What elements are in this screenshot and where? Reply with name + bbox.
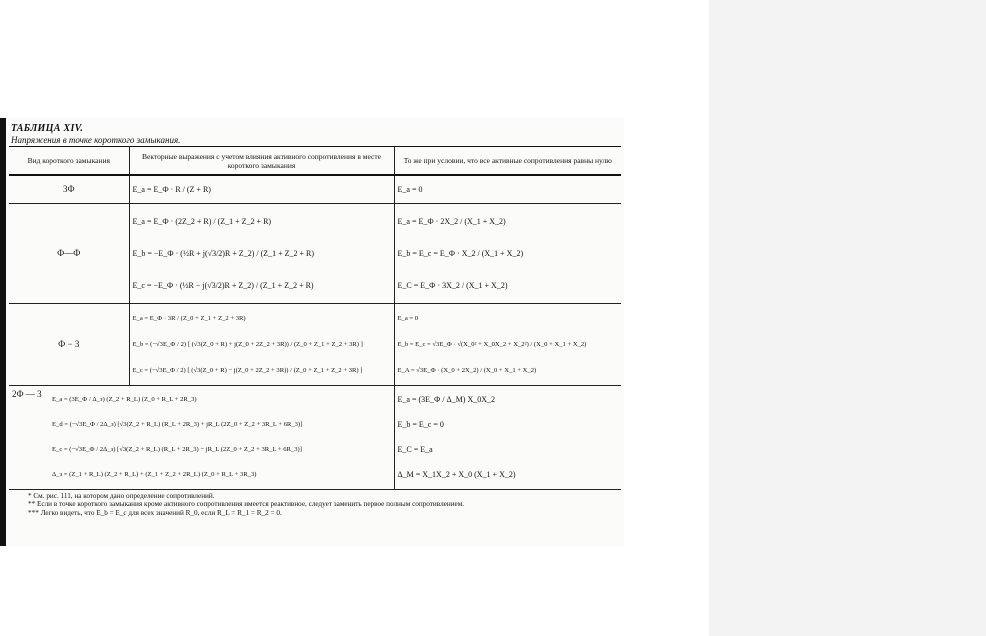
formula: E_a = E_Ф · 3R / (Z_0 + Z_1 + Z_2 + 3R) <box>132 314 246 322</box>
right-side-panel <box>709 0 986 636</box>
table-header-row <box>9 147 621 175</box>
footnote: ** Если в точке короткого замыкания кроме активного сопротивления имеется реактивное, следует заменить первое полным сопротивлением. <box>28 500 465 509</box>
formula-cell <box>129 203 394 303</box>
fault-type-cell: 2Ф — 3 <box>12 389 42 399</box>
formula: E_a = 0 <box>397 314 419 322</box>
formula: E_c = (−√3E_Ф / 2Δ_з) [√3(Z_2 + R_L) (R_L + 2R_3) − jR_L (2Z_0 + Z_2 + 3R_L + 6R_3)] <box>52 446 302 453</box>
table-row <box>9 385 621 489</box>
formula: E_b = E_c = √3E_Ф · √(X_0² + X_0X_2 + X_2²) / (X_0 + X_1 + X_2) <box>397 340 587 348</box>
formula-cell <box>394 303 621 385</box>
formula-cell <box>129 303 394 385</box>
table-title: ТАБЛИЦА XIV. <box>11 123 84 134</box>
formula: E_a = E_Ф · R / (Z + R) <box>132 184 211 194</box>
formula: Δ_з = (Z_1 + R_L) (Z_2 + R_L) + (Z_1 + Z_2 + 2R_L) (Z_0 + R_L + 3R_3) <box>52 471 257 478</box>
formula: E_b = E_c = 0 <box>397 420 444 429</box>
formula-cell-wide <box>9 385 394 489</box>
formula-cell <box>394 385 621 489</box>
formula: E_d = (−√3E_Ф / 2Δ_з) [√3(Z_2 + R_L) (R_L + 2R_3) + jR_L (2Z_0 + Z_2 + 3R_L + 6R_3)] <box>52 421 303 428</box>
fault-type-cell: Ф − 3 <box>9 303 129 385</box>
formula: E_a = E_Ф · 2X_2 / (X_1 + X_2) <box>397 216 506 226</box>
formula: E_A = √3E_Ф · (X_0 + 2X_2) / (X_0 + X_1 + X_2) <box>397 366 537 374</box>
formula: E_b = E_c = E_Ф · X_2 / (X_1 + X_2) <box>397 248 524 258</box>
formula: E_a = 0 <box>397 184 423 194</box>
scanned-table-image <box>6 118 624 546</box>
fault-type-cell: 3Ф <box>9 175 129 203</box>
formula: E_C = E_Ф · 3X_2 / (X_1 + X_2) <box>397 280 508 290</box>
formula-cell <box>394 203 621 303</box>
formula: E_b = (−√3E_Ф / 2) [ (√3(Z_0 + R) + j(Z_0 + 2Z_2 + 3R)) / (Z_0 + Z_1 + Z_2 + 3R) ] <box>132 340 363 348</box>
table-row <box>9 175 621 203</box>
formula: E_a = E_Ф · (2Z_2 + R) / (Z_1 + Z_2 + R) <box>132 216 272 226</box>
formula-cell <box>394 175 621 203</box>
formula: E_C = E_a <box>397 445 433 454</box>
formula: Δ_M = X_1X_2 + X_0 (X_1 + X_2) <box>397 470 516 479</box>
table-row <box>9 203 621 303</box>
formula: E_a = (3E_Ф / Δ_з) (Z_2 + R_L) (Z_0 + R_L + 2R_3) <box>52 396 197 403</box>
voltage-table <box>9 147 621 490</box>
fault-type-cell: Ф—Ф <box>9 203 129 303</box>
header-zero-resistance: То же при условии, что все активные сопротивления равны нулю <box>394 147 621 175</box>
formula: E_b = −E_Ф · (½R + j(√3/2)R + Z_2) / (Z_1 + Z_2 + R) <box>132 248 315 258</box>
formula-cell <box>129 175 394 203</box>
footnote: *** Легко видеть, что E_b = E_c для всех значений R_0, если R_L = R_1 = R_2 = 0. <box>28 508 282 517</box>
header-fault-type: Вид короткого замыкания <box>9 147 129 175</box>
header-vector-expressions: Векторные выражения с учетом влияния активного сопротивления в месте короткого замыкания <box>129 147 394 175</box>
table-row <box>9 303 621 385</box>
footnotes <box>8 492 620 517</box>
formula: E_c = −E_Ф · (½R − j(√3/2)R + Z_2) / (Z_1 + Z_2 + R) <box>132 280 314 290</box>
table-subtitle: Напряжения в точке короткого замыкания. <box>11 135 181 145</box>
formula: E_a = (3E_Ф / Δ_M) X_0X_2 <box>397 395 496 404</box>
footnote: * См. рис. 111, на котором дано определение сопротивлений. <box>28 492 215 500</box>
formula: E_c = (−√3E_Ф / 2) [ (√3(Z_0 + R) − j(Z_0 + 2Z_2 + 3R)) / (Z_0 + Z_1 + Z_2 + 3R) ] <box>132 366 363 374</box>
